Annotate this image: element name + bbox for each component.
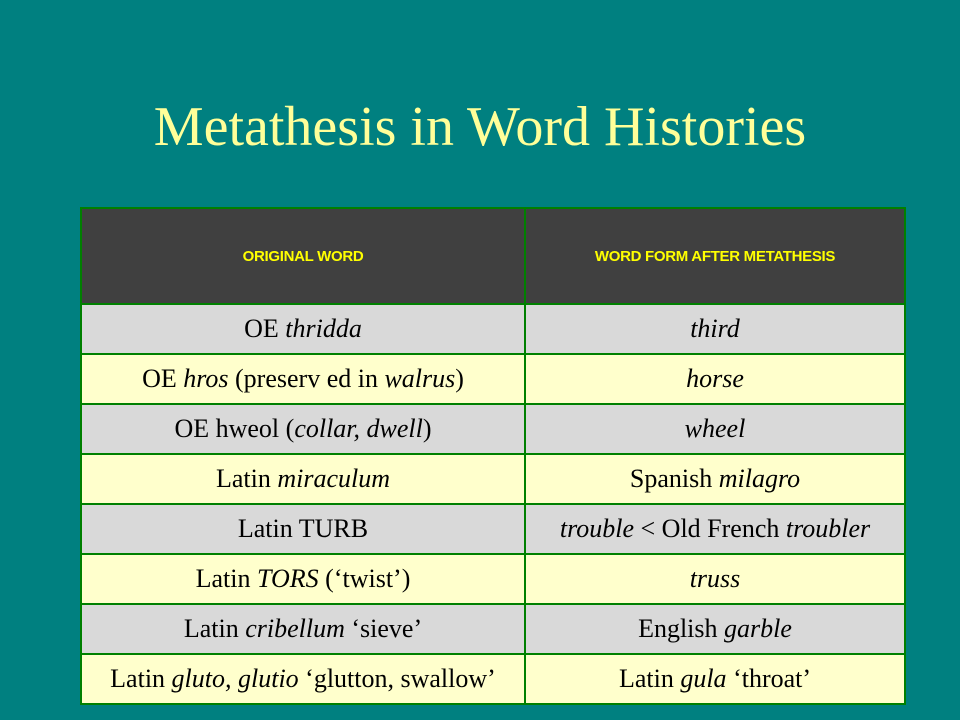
italic-text: trouble (559, 514, 634, 543)
italic-text: thridda (285, 314, 362, 343)
text: Latin TURB (237, 514, 369, 543)
text: English (638, 614, 725, 643)
cell-after-metathesis (525, 504, 905, 554)
italic-text: miraculum (277, 464, 391, 493)
cell-after-metathesis (525, 404, 905, 454)
italic-text: cribellum (245, 614, 345, 643)
text: ‘throat’ (726, 664, 812, 693)
table-row (81, 404, 905, 454)
table-row (81, 654, 905, 704)
cell-original-word (81, 404, 525, 454)
text: Spanish (629, 464, 719, 493)
italic-text: garble (724, 614, 792, 643)
italic-text: wheel (684, 414, 746, 443)
table-row (81, 604, 905, 654)
text: ) (455, 364, 464, 393)
text: ) (422, 414, 432, 443)
italic-text: horse (686, 364, 744, 393)
text: Latin (183, 614, 246, 643)
italic-text: troubler (785, 514, 871, 543)
cell-original-word (81, 354, 525, 404)
text: (‘twist’) (318, 564, 411, 593)
italic-text: truss (689, 564, 741, 593)
slide-title: Metathesis in Word Histories (153, 96, 807, 158)
italic-text: walrus (384, 364, 456, 393)
cell-original-word (81, 504, 525, 554)
italic-text: collar, dwell (294, 414, 423, 443)
table-row (81, 354, 905, 404)
text: Latin (618, 664, 681, 693)
cell-after-metathesis (525, 604, 905, 654)
text: Latin (110, 664, 172, 693)
table-row (81, 454, 905, 504)
text: ‘sieve’ (344, 614, 423, 643)
cell-after-metathesis (525, 354, 905, 404)
cell-original-word (81, 554, 525, 604)
table-row (81, 504, 905, 554)
table-body (81, 304, 905, 704)
metathesis-table (80, 207, 906, 705)
text: (preserv ed in (228, 364, 385, 393)
cell-original-word (81, 604, 525, 654)
text: OE (142, 364, 184, 393)
table-header-row (81, 208, 905, 304)
cell-after-metathesis (525, 454, 905, 504)
italic-text: hros (183, 364, 229, 393)
italic-text: gluto, glutio (171, 664, 299, 693)
table-row (81, 304, 905, 354)
cell-after-metathesis (525, 654, 905, 704)
italic-text: gula (680, 664, 727, 693)
cell-after-metathesis (525, 304, 905, 354)
cell-original-word (81, 304, 525, 354)
italic-text: third (690, 314, 740, 343)
text: OE (244, 314, 286, 343)
header-original-word: ORIGINAL WORD (81, 208, 525, 304)
text: < Old French (634, 514, 786, 543)
text: OE hweol ( (174, 414, 295, 443)
text: ‘glutton, swallow’ (298, 664, 496, 693)
italic-text: milagro (718, 464, 801, 493)
cell-after-metathesis (525, 554, 905, 604)
header-after-metathesis: WORD FORM AFTER METATHESIS (525, 208, 905, 304)
table-row (81, 554, 905, 604)
text: Latin (215, 464, 278, 493)
cell-original-word (81, 654, 525, 704)
text: Latin (195, 564, 257, 593)
italic-text: TORS (257, 564, 319, 593)
cell-original-word (81, 454, 525, 504)
